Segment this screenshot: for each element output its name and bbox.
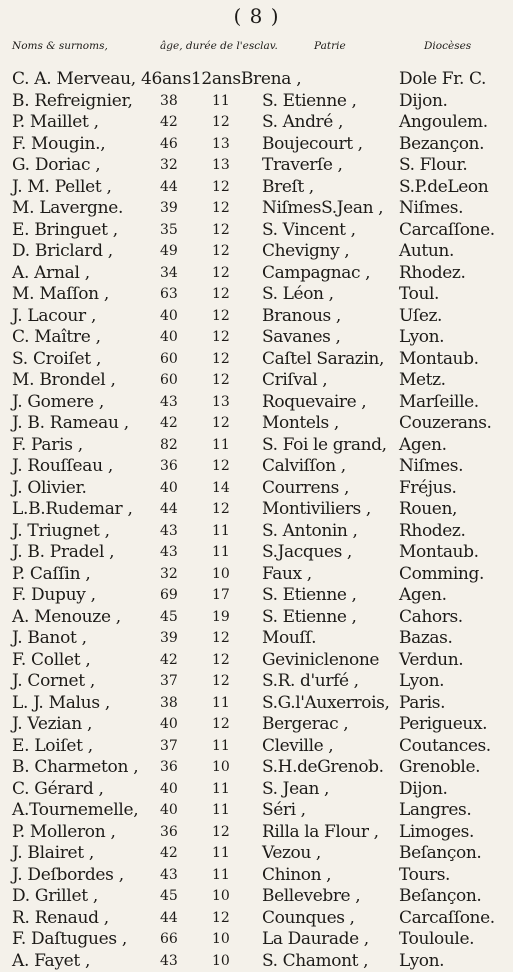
register-row [12,112,507,134]
row-name: J. Cornet , [12,671,95,693]
row-age: 60 [160,349,190,371]
row-patrie: S.H.deGrenob. [262,757,384,779]
register-row [12,951,507,972]
row-age: 60 [160,370,190,392]
header-names: Noms & surnoms, [12,40,108,52]
row-patrie: Chinon , [262,865,331,887]
register-row [12,564,507,586]
row-years-captive: 10 [212,564,242,586]
row-name: A. Fayet , [12,951,90,972]
row-age: 45 [160,886,190,908]
register-row [12,886,507,908]
row-diocese: S.P.deLeon [399,177,488,199]
row-patrie: Calviſſon , [262,456,346,478]
row-age: 32 [160,564,190,586]
row-patrie: Campagnac , [262,263,370,285]
captives-register [12,69,507,972]
row-years-captive: 10 [212,951,242,972]
row-diocese: Montaub. [399,349,479,371]
row-name: D. Grillet , [12,886,98,908]
row-age: 36 [160,456,190,478]
row-diocese: Niſmes. [399,198,463,220]
row-name: P. Molleron , [12,822,116,844]
row-patrie: S.R. d'urfé , [262,671,359,693]
row-diocese: Beſançon. [399,843,481,865]
row-name: M. Lavergne. [12,198,123,220]
row-diocese: Bezançon. [399,134,484,156]
row-age: 44 [160,908,190,930]
row-years-captive: 11 [212,800,242,822]
row-name: S. Croiſet , [12,349,101,371]
row-years-captive: 12 [212,650,242,672]
row-diocese: Fréjus. [399,478,457,500]
row-diocese: Perigueux. [399,714,487,736]
row-diocese: Langres. [399,800,471,822]
row-name: F. Dupuy , [12,585,96,607]
row-diocese: Couzerans. [399,413,492,435]
row-name: A. Arnal , [12,263,90,285]
row-years-captive: 12 [212,714,242,736]
row-name: J. Triugnet , [12,521,110,543]
row-diocese: Toul. [399,284,439,306]
row-name: C. Maître , [12,327,101,349]
row-age: 36 [160,822,190,844]
row-diocese: Paris. [399,693,445,715]
row-age: 42 [160,112,190,134]
row-years-captive: 12 [212,822,242,844]
register-row [12,263,507,285]
row-name: P. Caſſin , [12,564,90,586]
register-row [12,693,507,715]
row-name: J. Rouſſeau , [12,456,113,478]
row-name: L.B.Rudemar , [12,499,133,521]
row-patrie: Bergerac , [262,714,348,736]
row-age: 40 [160,478,190,500]
register-row [12,822,507,844]
row-patrie: Breſt , [262,177,314,199]
row-name: J. Olivier. [12,478,87,500]
row-years-captive: 11 [212,693,242,715]
row-diocese: S. Flour. [399,155,467,177]
row-years-captive: 11 [212,435,242,457]
row-diocese: Rhodez. [399,263,466,285]
row-years-captive: 12 [212,112,242,134]
row-patrie: S. Jean , [262,779,329,801]
register-row [12,413,507,435]
row-age: 34 [160,263,190,285]
row-years-captive: 12 [212,327,242,349]
row-years-captive: 13 [212,155,242,177]
register-row [12,392,507,414]
row-years-captive: 12 [212,284,242,306]
register-row [12,714,507,736]
header-age-duration: âge, durée de l'esclav. [160,40,278,52]
row-name: F. Daſtugues , [12,929,127,951]
register-row [12,800,507,822]
row-name: F. Mougin., [12,134,105,156]
row-name: F. Collet , [12,650,90,672]
register-row [12,757,507,779]
row-age: 43 [160,951,190,972]
row-age: 38 [160,91,190,113]
row-age: 40 [160,779,190,801]
row-patrie: S.Jacques , [262,542,352,564]
row-patrie: S. Chamont , [262,951,368,972]
row-years-captive: 13 [212,134,242,156]
row-age: 42 [160,650,190,672]
row-name: J. Lacour , [12,306,96,328]
row-years-captive: 10 [212,886,242,908]
row-years-captive: 14 [212,478,242,500]
register-row [12,865,507,887]
register-row [12,370,507,392]
row-diocese: Autun. [399,241,454,263]
register-row [12,607,507,629]
register-row [12,779,507,801]
register-row [12,177,507,199]
row-age: 40 [160,306,190,328]
row-diocese: Grenoble. [399,757,480,779]
row-years-captive: 12 [212,220,242,242]
row-name: M. Maſſon , [12,284,109,306]
row-name: G. Doriac , [12,155,100,177]
register-row [12,456,507,478]
row-patrie: Vezou , [262,843,321,865]
row-age: 66 [160,929,190,951]
row-patrie: Geviniclenone [262,650,379,672]
row-patrie: Montels , [262,413,339,435]
row-patrie: Cleville , [262,736,333,758]
register-row [12,671,507,693]
row-diocese: Limoges. [399,822,474,844]
row-years-captive: 12 [212,671,242,693]
row-diocese: Metz. [399,370,446,392]
row-diocese: Tours. [399,865,450,887]
row-patrie: S. Etienne , [262,607,357,629]
register-row [12,134,507,156]
row-age: 44 [160,499,190,521]
column-headers [12,40,502,58]
row-age: 37 [160,736,190,758]
row-diocese: Niſmes. [399,456,463,478]
row-name: P. Maillet , [12,112,99,134]
row-age: 44 [160,177,190,199]
row-name: A. Menouze , [12,607,121,629]
row-diocese: Rouen, [399,499,457,521]
row-age: 46 [160,134,190,156]
row-patrie: Roquevaire , [262,392,366,414]
row-years-captive: 12 [212,241,242,263]
row-patrie: Mouſſ. [262,628,316,650]
row-age: 38 [160,693,190,715]
row-years-captive: 12 [212,908,242,930]
row-years-captive: 10 [212,929,242,951]
row-name: E. Bringuet , [12,220,118,242]
row-age: 40 [160,800,190,822]
row-diocese: Agen. [399,435,447,457]
row-age: 39 [160,628,190,650]
row-name: B. Refreignier, [12,91,133,113]
row-years-captive: 11 [212,91,242,113]
row-patrie: S. Léon , [262,284,334,306]
row-diocese: Bazas. [399,628,452,650]
header-diocese: Diocèses [424,40,471,52]
row-years-captive: 12 [212,628,242,650]
register-row [12,155,507,177]
row-diocese: Comming. [399,564,484,586]
row-years-captive: 12 [212,263,242,285]
row-diocese: Rhodez. [399,521,466,543]
row-diocese: Lyon. [399,671,444,693]
register-row [12,843,507,865]
row-name: B. Charmeton , [12,757,138,779]
row-patrie: S. André , [262,112,343,134]
row-patrie: Rilla la Flour , [262,822,379,844]
register-row [12,69,507,91]
register-row [12,628,507,650]
row-years-captive: 12 [212,306,242,328]
row-patrie: S. Vincent , [262,220,356,242]
row-age: 40 [160,714,190,736]
row-patrie: S. Foi le grand, [262,435,387,457]
row-merged-name-age-duration-patrie: C. A. Merveau, 46ans12ansBrena , [12,69,301,91]
row-patrie: NiſmesS.Jean , [262,198,383,220]
register-row [12,198,507,220]
row-patrie: Traverſe , [262,155,343,177]
row-name: M. Brondel , [12,370,116,392]
row-diocese: Dole Fr. C. [399,69,486,91]
row-name: J. Banot , [12,628,87,650]
row-diocese: Verdun. [399,650,463,672]
row-age: 49 [160,241,190,263]
row-years-captive: 11 [212,843,242,865]
row-patrie: Faux , [262,564,312,586]
row-years-captive: 19 [212,607,242,629]
row-diocese: Angoulem. [399,112,488,134]
row-age: 82 [160,435,190,457]
row-diocese: Uſez. [399,306,442,328]
row-patrie: Montiviliers , [262,499,371,521]
row-age: 40 [160,327,190,349]
row-diocese: Dijon. [399,91,448,113]
row-patrie: Boujecourt , [262,134,363,156]
register-row [12,91,507,113]
row-patrie: La Daurade , [262,929,369,951]
row-patrie: Bellevebre , [262,886,360,908]
row-years-captive: 17 [212,585,242,607]
row-patrie: Criſval , [262,370,327,392]
row-age: 42 [160,413,190,435]
register-row [12,585,507,607]
row-diocese: Carcaſſone. [399,220,495,242]
row-name: D. Briclard , [12,241,113,263]
row-diocese: Lyon. [399,327,444,349]
register-row [12,327,507,349]
register-row [12,499,507,521]
row-years-captive: 12 [212,198,242,220]
row-patrie: S. Etienne , [262,585,357,607]
row-name: J. Vezian , [12,714,92,736]
row-name: L. J. Malus , [12,693,110,715]
row-years-captive: 12 [212,370,242,392]
row-years-captive: 12 [212,413,242,435]
register-row [12,542,507,564]
register-row [12,650,507,672]
row-years-captive: 10 [212,757,242,779]
row-name: A.Tournemelle, [12,800,138,822]
row-name: J. Blairet , [12,843,94,865]
row-age: 45 [160,607,190,629]
row-diocese: Coutances. [399,736,491,758]
row-name: J. Gomere , [12,392,104,414]
row-patrie: Caſtel Sarazin, [262,349,384,371]
row-age: 69 [160,585,190,607]
row-years-captive: 12 [212,456,242,478]
row-age: 43 [160,542,190,564]
register-row [12,929,507,951]
register-row [12,736,507,758]
row-patrie: S. Antonin , [262,521,357,543]
row-age: 36 [160,757,190,779]
row-years-captive: 11 [212,542,242,564]
register-row [12,521,507,543]
row-patrie: Savanes , [262,327,340,349]
row-years-captive: 12 [212,177,242,199]
register-row [12,241,507,263]
row-years-captive: 11 [212,865,242,887]
row-years-captive: 13 [212,392,242,414]
row-diocese: Beſançon. [399,886,481,908]
row-diocese: Marſeille. [399,392,479,414]
row-age: 43 [160,392,190,414]
row-name: F. Paris , [12,435,83,457]
row-name: E. Loiſet , [12,736,93,758]
page-number: ( 8 ) [0,4,513,28]
row-patrie: Chevigny , [262,241,349,263]
row-years-captive: 11 [212,736,242,758]
row-name: R. Renaud , [12,908,109,930]
row-years-captive: 12 [212,349,242,371]
row-years-captive: 12 [212,499,242,521]
row-diocese: Carcaſſone. [399,908,495,930]
row-name: J. M. Pellet , [12,177,112,199]
register-row [12,435,507,457]
register-row [12,284,507,306]
row-patrie: Séri , [262,800,306,822]
row-name: J. B. Pradel , [12,542,114,564]
register-row [12,220,507,242]
header-patrie: Patrie [314,40,346,52]
row-age: 42 [160,843,190,865]
row-diocese: Montaub. [399,542,479,564]
row-age: 37 [160,671,190,693]
register-row [12,349,507,371]
row-age: 35 [160,220,190,242]
register-row [12,306,507,328]
row-age: 32 [160,155,190,177]
row-years-captive: 11 [212,779,242,801]
row-age: 43 [160,865,190,887]
row-years-captive: 11 [212,521,242,543]
row-diocese: Cahors. [399,607,463,629]
row-patrie: Counques , [262,908,355,930]
row-patrie: S.G.l'Auxerrois, [262,693,389,715]
row-name: C. Gérard , [12,779,104,801]
row-age: 63 [160,284,190,306]
register-row [12,908,507,930]
row-name: J. B. Rameau , [12,413,129,435]
row-diocese: Agen. [399,585,447,607]
row-diocese: Dijon. [399,779,448,801]
row-patrie: Courrens , [262,478,349,500]
register-row [12,478,507,500]
row-patrie: Branous , [262,306,341,328]
row-patrie: S. Etienne , [262,91,357,113]
row-age: 39 [160,198,190,220]
row-name: J. Deſbordes , [12,865,124,887]
row-age: 43 [160,521,190,543]
row-diocese: Touloule. [399,929,474,951]
row-diocese: Lyon. [399,951,444,972]
